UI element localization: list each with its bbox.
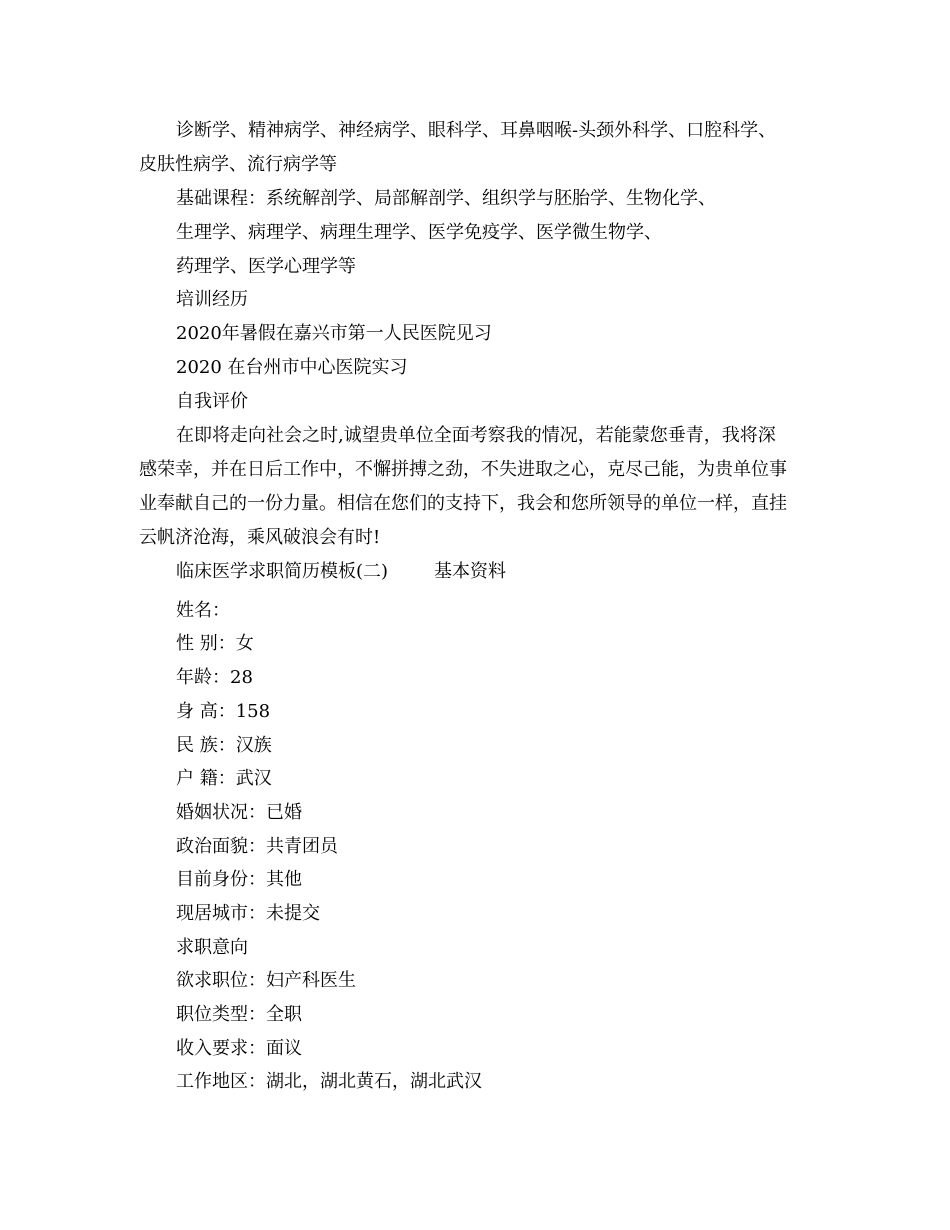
field-hukou: 户 籍：武汉: [176, 768, 272, 789]
basic-courses-line-1: 基础课程：系统解剖学、局部解剖学、组织学与胚胎学、生物化学、: [176, 188, 716, 209]
self-evaluation-line-1: 在即将走向社会之时,诚望贵单位全面考察我的情况，若能蒙您垂青，我将深: [176, 425, 776, 446]
self-evaluation-line-3: 业奉献自己的一份力量。相信在您们的支持下，我会和您所领导的单位一样，直挂: [139, 493, 787, 514]
paragraph-1-line-1: 诊断学、精神病学、神经病学、眼科学、耳鼻咽喉-头颈外科学、口腔科学、: [176, 120, 777, 141]
field-age: 年龄：28: [176, 667, 253, 688]
template-two-title: 临床医学求职简历模板(二): [176, 561, 389, 582]
basic-courses-line-2: 生理学、病理学、病理生理学、医学免疫学、医学微生物学、: [176, 222, 662, 243]
field-political: 政治面貌：共青团员: [176, 836, 338, 857]
basic-info-heading: 基本资料: [434, 561, 507, 582]
basic-courses-line-3: 药理学、医学心理学等: [176, 256, 356, 277]
field-city: 现居城市：未提交: [176, 903, 320, 924]
field-position: 欲求职位：妇产科医生: [176, 970, 356, 991]
paragraph-1-line-2: 皮肤性病学、流行病学等: [139, 154, 337, 175]
template-two-title-row: [176, 560, 506, 584]
field-identity: 目前身份：其他: [176, 869, 302, 890]
field-job-type: 职位类型：全职: [176, 1004, 302, 1025]
field-marital: 婚姻状况：已婚: [176, 802, 302, 823]
field-gender: 性 别：女: [176, 633, 254, 654]
self-evaluation-heading: 自我评价: [176, 391, 248, 412]
training-item-1: 2020年暑假在嘉兴市第一人民医院见习: [176, 323, 492, 344]
field-salary: 收入要求：面议: [176, 1038, 302, 1059]
field-region: 工作地区：湖北，湖北黄石，湖北武汉: [176, 1071, 482, 1092]
training-heading: 培训经历: [176, 289, 248, 310]
field-name: 姓名：: [176, 600, 230, 621]
training-item-2: 2020 在台州市中心医院实习: [176, 357, 408, 378]
self-evaluation-line-4: 云帆济沧海，乘风破浪会有时!: [139, 527, 381, 548]
field-height: 身 高：158: [176, 701, 271, 722]
self-evaluation-line-2: 感荣幸，并在日后工作中，不懈拼搏之劲，不失进取之心，克尽己能，为贵单位事: [139, 459, 787, 480]
job-intention-heading: 求职意向: [176, 937, 248, 958]
field-ethnicity: 民 族：汉族: [176, 735, 272, 756]
